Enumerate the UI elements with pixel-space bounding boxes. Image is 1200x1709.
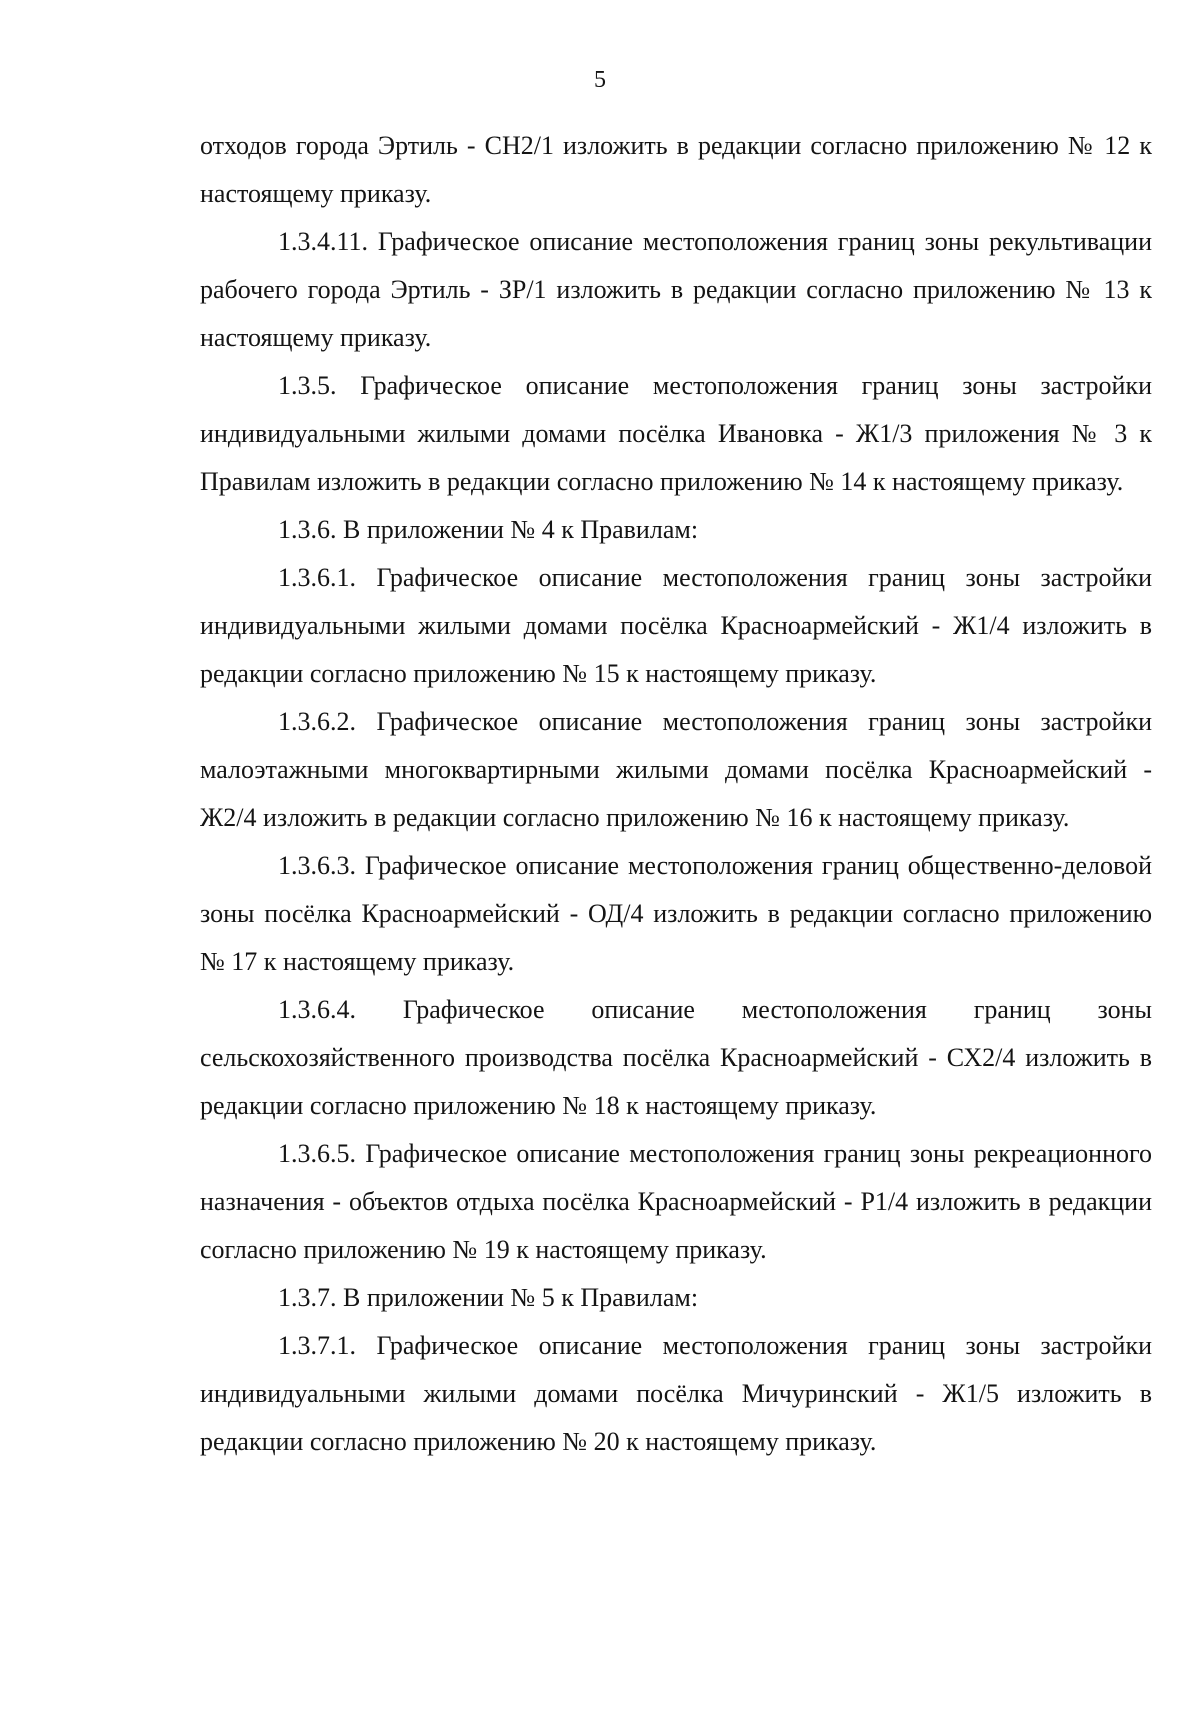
paragraph-1-3-6-5: 1.3.6.5. Графическое описание местоположения границ зоны рекреационного назначения - объектов отдыха посёлка Красноармейский - Р1/4 изложить в редакции согласно приложению № 19 к настоящему приказу.: [200, 1139, 1152, 1264]
paragraph-1-3-6-4: 1.3.6.4. Графическое описание местоположения границ зоны сельскохозяйственного производства посёлка Красноармейский - СХ2/4 изложить в редакции согласно приложению № 18 к настоящему приказу.: [200, 995, 1152, 1120]
paragraph-1-3-7-1: 1.3.7.1. Графическое описание местоположения границ зоны застройки индивидуальными жилыми домами посёлка Мичуринский - Ж1/5 изложить в редакции согласно приложению № 20 к настоящему приказу.: [200, 1331, 1152, 1456]
paragraph-1-3-6-1: 1.3.6.1. Графическое описание местоположения границ зоны застройки индивидуальными жилыми домами посёлка Красноармейский - Ж1/4 изложить в редакции согласно приложению № 15 к настоящему приказу.: [200, 563, 1152, 688]
document-body: [200, 122, 1152, 1466]
paragraph-continuation: отходов города Эртиль - СН2/1 изложить в редакции согласно приложению № 12 к настоящему приказу.: [200, 131, 1152, 208]
paragraph-1-3-5: 1.3.5. Графическое описание местоположения границ зоны застройки индивидуальными жилыми домами посёлка Ивановка - Ж1/3 приложения № 3 к Правилам изложить в редакции согласно приложению № 14 к настоящему приказу.: [200, 371, 1152, 496]
paragraph-1-3-4-11: 1.3.4.11. Графическое описание местоположения границ зоны рекультивации рабочего города Эртиль - ЗР/1 изложить в редакции согласно приложению № 13 к настоящему приказу.: [200, 227, 1152, 352]
paragraph-1-3-6-2: 1.3.6.2. Графическое описание местоположения границ зоны застройки малоэтажными многоквартирными жилыми домами посёлка Красноармейский - Ж2/4 изложить в редакции согласно приложению № 16 к настоящему приказу.: [200, 707, 1152, 832]
page-number: 5: [594, 67, 606, 93]
paragraph-1-3-6-3: 1.3.6.3. Графическое описание местоположения границ общественно-деловой зоны посёлка Красноармейский - ОД/4 изложить в редакции согласно приложению № 17 к настоящему приказу.: [200, 851, 1152, 976]
paragraph-1-3-7: 1.3.7. В приложении № 5 к Правилам:: [278, 1283, 699, 1312]
paragraph-1-3-6: 1.3.6. В приложении № 4 к Правилам:: [278, 515, 699, 544]
